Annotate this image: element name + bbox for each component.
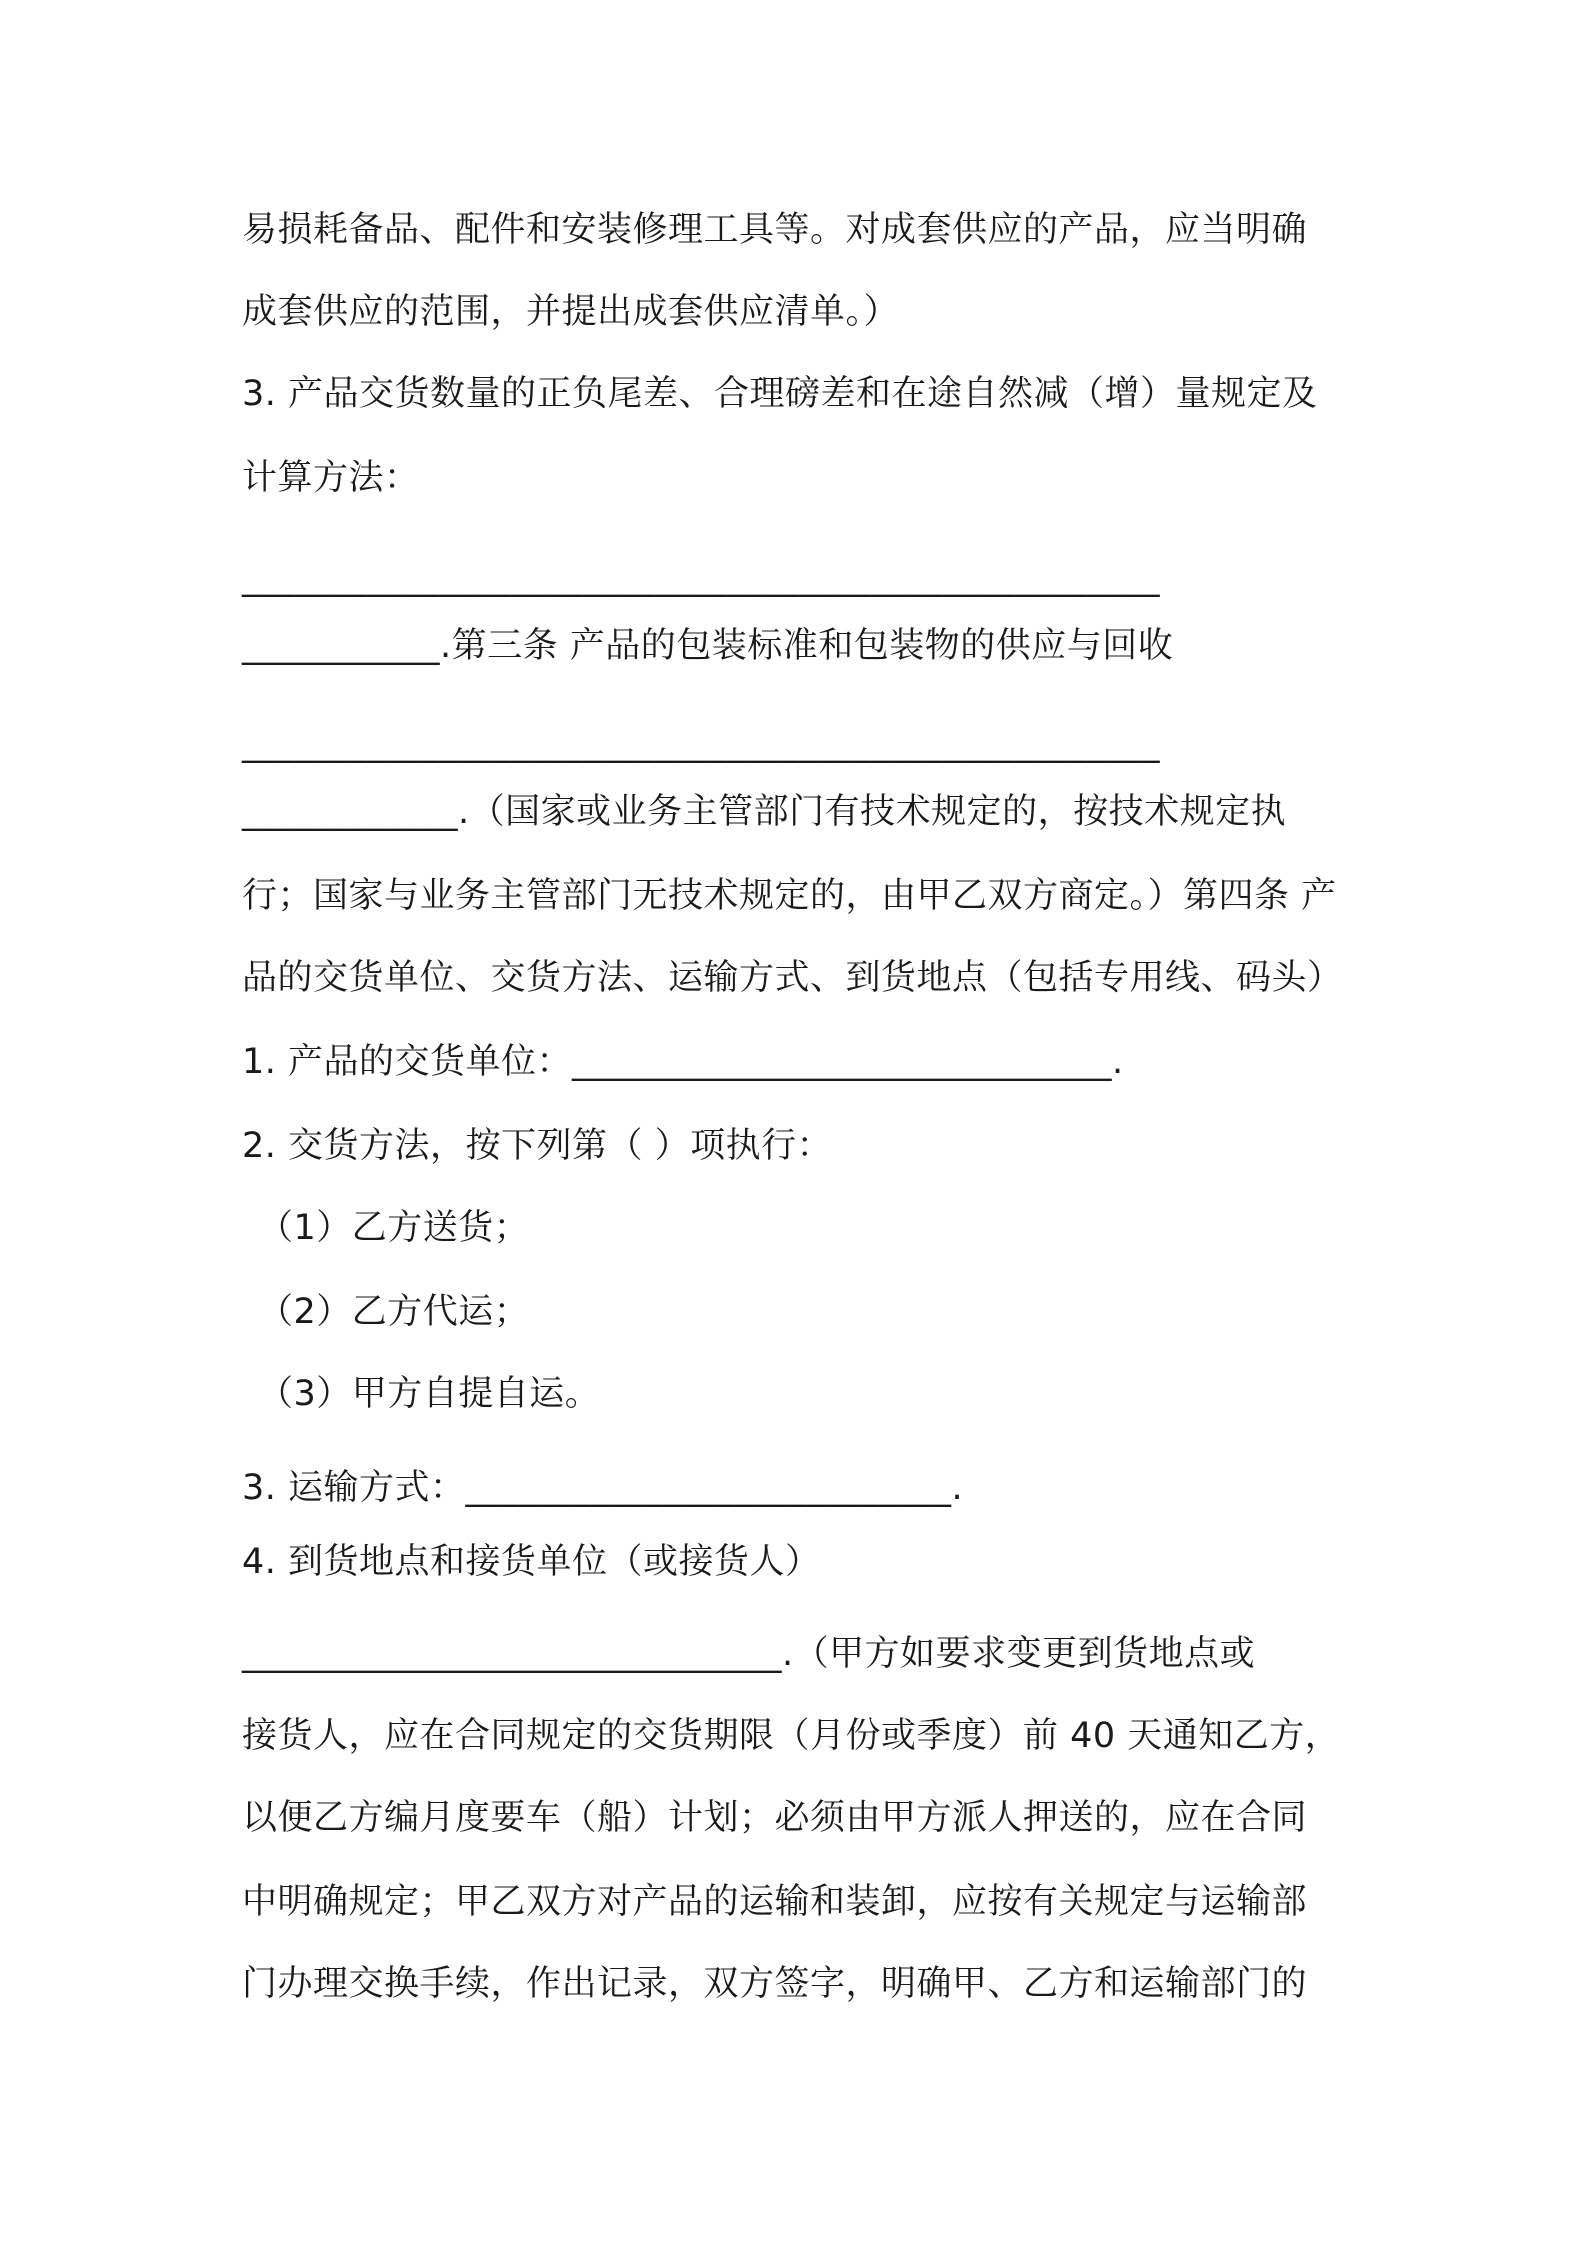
text-line: 行；国家与业务主管部门无技术规定的，由甲乙双方商定。）第四条 产	[242, 876, 1337, 916]
text-line: ______________________________.（甲方如要求变更到货地点或	[242, 1634, 1256, 1674]
text-line: ____________.（国家或业务主管部门有技术规定的，按技术规定执	[242, 792, 1287, 832]
text-line: 成套供应的范围，并提出成套供应清单。）	[242, 292, 900, 332]
text-line: 4. 到货地点和接货单位（或接货人）	[242, 1542, 821, 1582]
text-line: 2. 交货方法，按下列第（ ）项执行：	[242, 1126, 833, 1166]
text-line: 接货人，应在合同规定的交货期限（月份或季度）前 40 天通知乙方，	[242, 1716, 1341, 1756]
text-line: 1. 产品的交货单位：______________________________.	[242, 1042, 1124, 1082]
list-item: （2）乙方代运；	[258, 1292, 530, 1332]
text-line: 以便乙方编月度要车（船）计划；必须由甲方派人押送的，应在合同	[242, 1798, 1308, 1838]
text-line: 3. 运输方式：___________________________.	[242, 1468, 964, 1508]
blank-fill-line: ___________________________________________________	[242, 558, 1160, 598]
blank-fill-line: ___________________________________________________	[242, 724, 1160, 764]
list-item: （1）乙方送货；	[258, 1208, 530, 1248]
text-line: 3. 产品交货数量的正负尾差、合理磅差和在途自然减（增）量规定及	[242, 374, 1318, 414]
list-item: （3）甲方自提自运。	[258, 1374, 601, 1414]
text-line: 中明确规定；甲乙双方对产品的运输和装卸，应按有关规定与运输部	[242, 1882, 1308, 1922]
text-line: 易损耗备品、配件和安装修理工具等。对成套供应的产品，应当明确	[242, 210, 1308, 250]
text-line: 门办理交换手续，作出记录，双方签字，明确甲、乙方和运输部门的	[242, 1964, 1308, 2004]
text-line: 计算方法：	[242, 458, 420, 498]
text-line: 品的交货单位、交货方法、运输方式、到货地点（包括专用线、码头）	[242, 958, 1343, 998]
section-heading-line: ___________.第三条 产品的包装标准和包装物的供应与回收	[242, 626, 1174, 666]
